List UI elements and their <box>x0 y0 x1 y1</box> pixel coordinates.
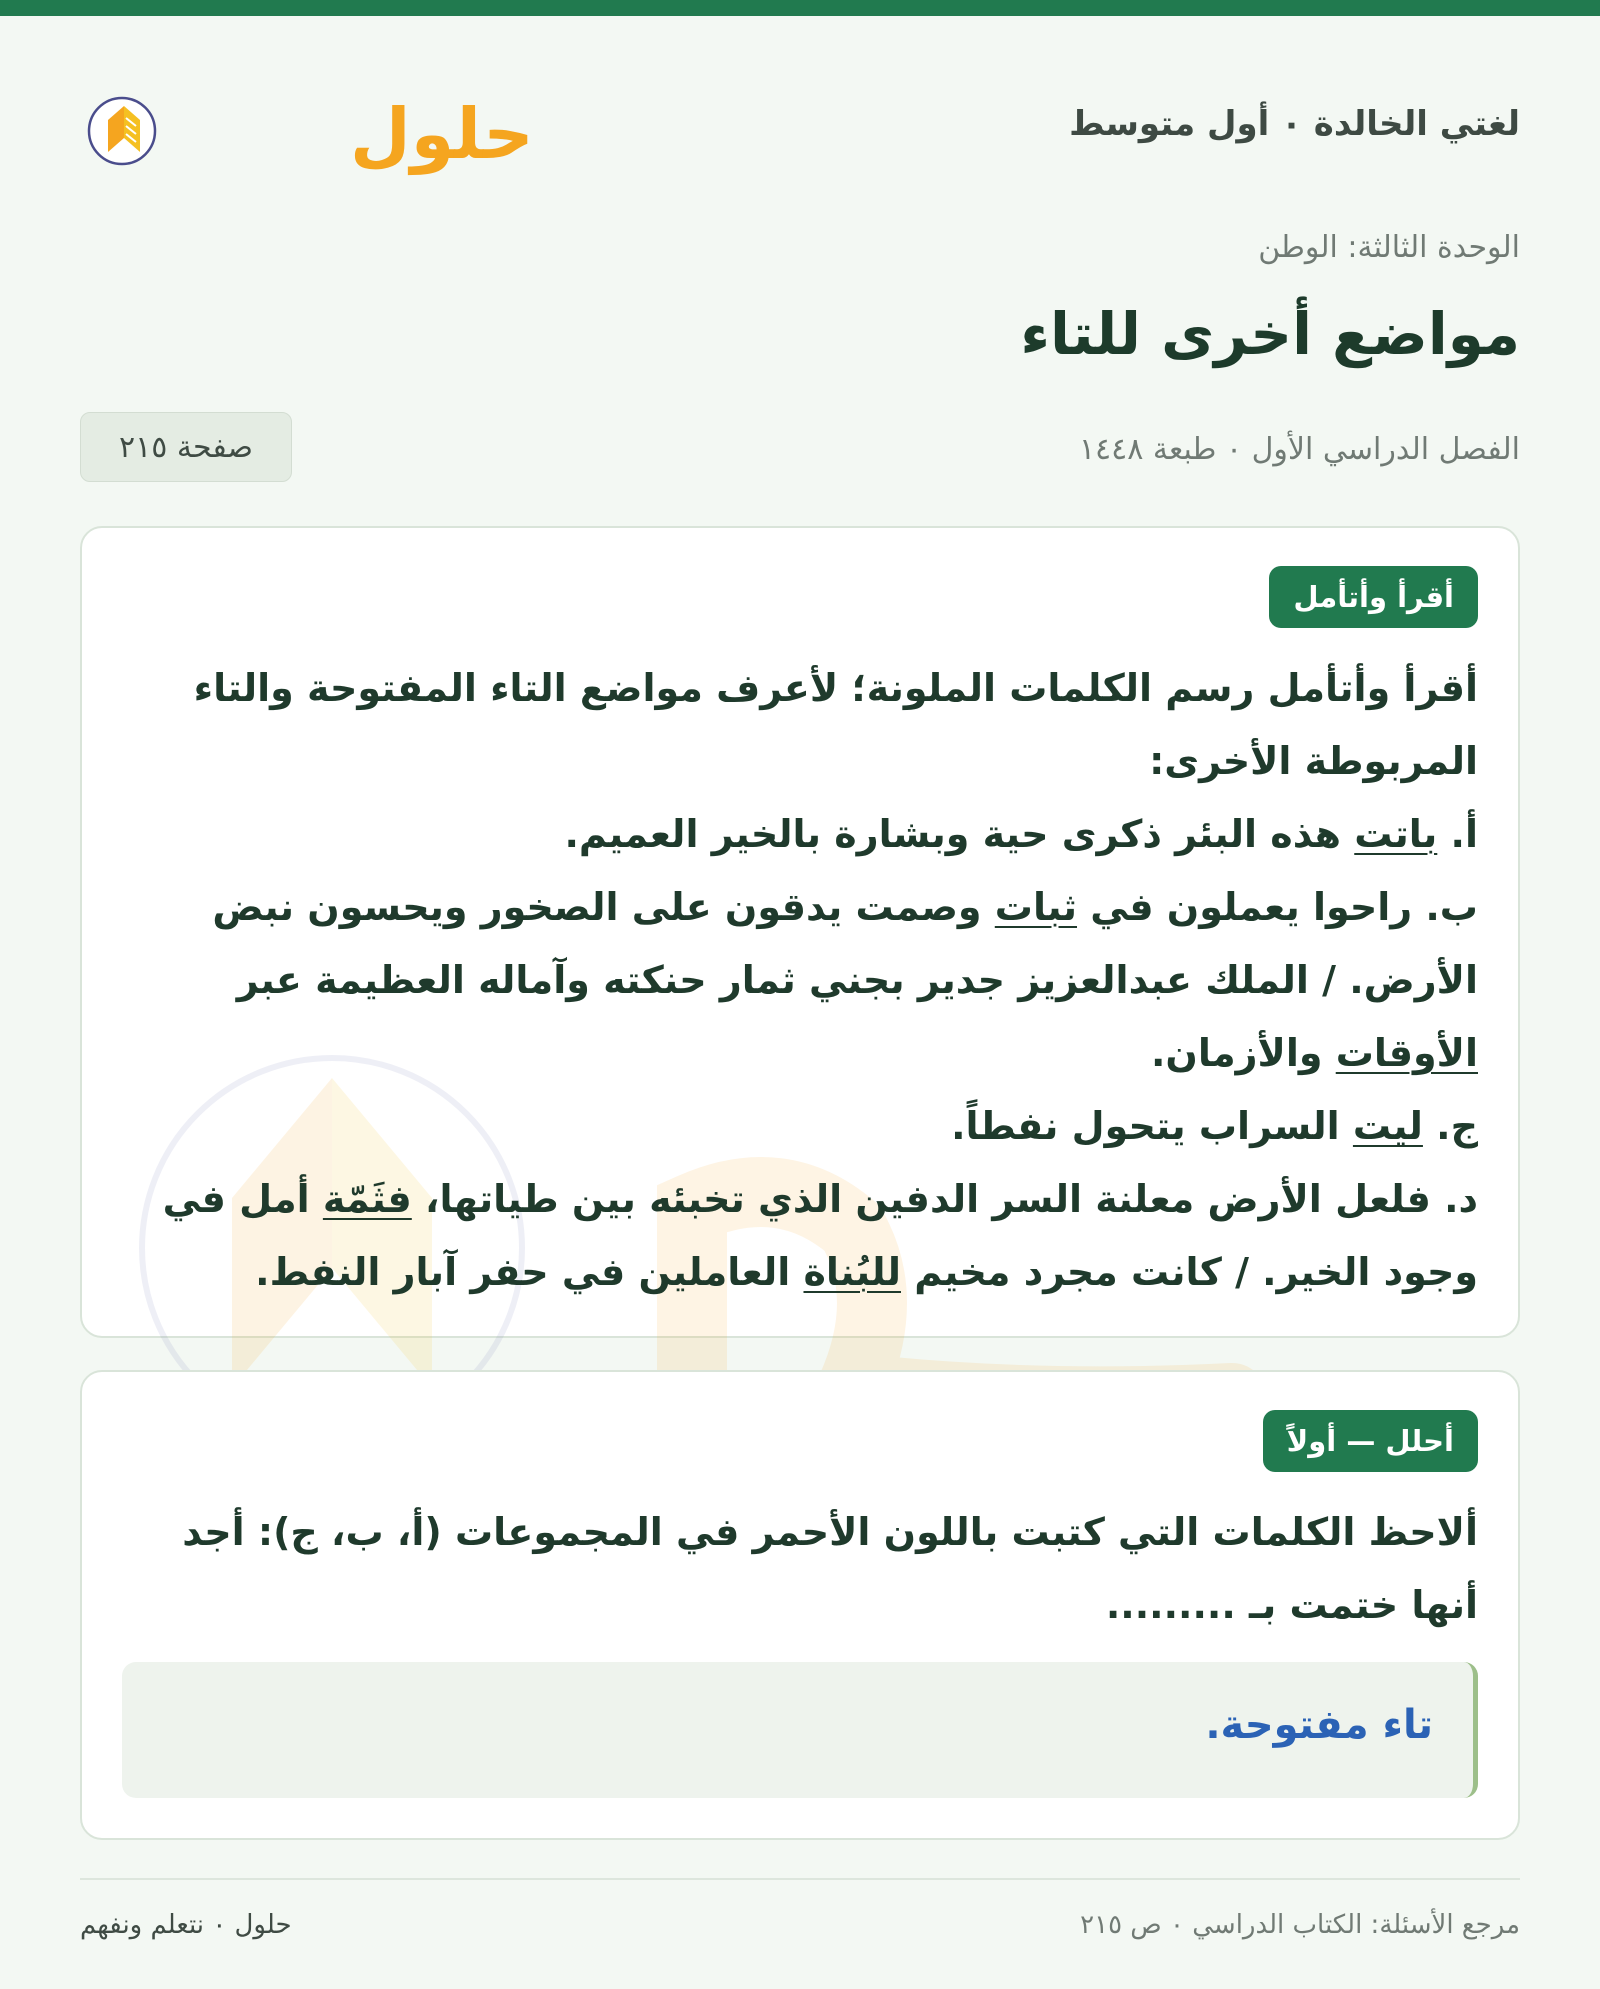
top-accent-bar <box>0 0 1600 16</box>
example-d-text: العاملين في حفر آبار النفط. <box>255 1250 791 1294</box>
header-title: لغتي الخالدة ٠ أول متوسط <box>1069 104 1520 144</box>
page-number-badge: صفحة ٢١٥ <box>80 412 292 482</box>
highlighted-word: فثَمّة <box>322 1177 412 1221</box>
term-edition: الفصل الدراسي الأول ٠ طبعة ١٤٤٨ <box>1078 432 1520 467</box>
brand-logo[interactable] <box>80 68 534 178</box>
read-card <box>80 526 1520 1338</box>
example-b-text: والأزمان. <box>1151 1031 1323 1075</box>
unit-label: الوحدة الثالثة: الوطن <box>1258 230 1520 265</box>
example-c <box>122 1090 1478 1163</box>
example-d-text: فلعل الأرض معلنة السر الدفين الذي تخبئه بين طياتها، <box>425 1177 1431 1221</box>
logo-book-icon <box>80 68 534 178</box>
analyze-section-chip: أحلل — أولاً <box>1263 1410 1478 1472</box>
example-b-label: ب. <box>1425 885 1478 929</box>
example-d-text: أمل في وجود الخير. / كانت مجرد مخيم <box>162 1177 1478 1294</box>
example-a <box>122 798 1478 871</box>
highlighted-word: الأوقات <box>1335 1031 1478 1075</box>
logo-text: حلول <box>350 93 534 175</box>
read-section-chip: أقرأ وأتأمل <box>1269 566 1478 628</box>
example-a-text: هذه البئر ذكرى حية وبشارة بالخير العميم. <box>564 812 1342 856</box>
example-b-text: وصمت يدقون على الصخور ويحسون نبض الأرض. / الملك عبدالعزيز جدير بجني ثمار حنكته وآماله العظيمة عبر <box>212 885 1478 1002</box>
example-b <box>122 871 1478 1090</box>
header <box>80 68 1520 178</box>
read-intro: أقرأ وأتأمل رسم الكلمات الملونة؛ لأعرف مواضع التاء المفتوحة والتاء المربوطة الأخرى: <box>193 666 1478 783</box>
footer-divider <box>80 1878 1520 1880</box>
example-d <box>122 1163 1478 1309</box>
footer-brand[interactable]: حلول ٠ نتعلم ونفهم <box>80 1910 292 1940</box>
example-a-label: أ. <box>1450 812 1478 856</box>
answer-box <box>122 1662 1478 1798</box>
highlighted-word: باتت <box>1354 812 1438 856</box>
footer-reference: مرجع الأسئلة: الكتاب الدراسي ٠ ص ٢١٥ <box>1080 1910 1520 1940</box>
example-b-text: راحوا يعملون في <box>1090 885 1413 929</box>
highlighted-word: ليت <box>1352 1104 1423 1148</box>
highlighted-word: للبُناة <box>803 1250 901 1294</box>
analyze-card <box>80 1370 1520 1840</box>
read-section-text <box>122 652 1478 1309</box>
example-c-label: ج. <box>1436 1104 1478 1148</box>
example-d-label: د. <box>1444 1177 1478 1221</box>
answer-text: تاء مفتوحة. <box>1205 1702 1433 1748</box>
page-title: مواضع أخرى للتاء <box>1020 300 1520 368</box>
highlighted-word: ثبات <box>994 885 1078 929</box>
example-c-text: السراب يتحول نفطاً. <box>951 1104 1340 1148</box>
analyze-question: ألاحظ الكلمات التي كتبت باللون الأحمر في المجموعات (أ، ب، ج): أجد أنها ختمت بـ ......... <box>182 1510 1478 1627</box>
